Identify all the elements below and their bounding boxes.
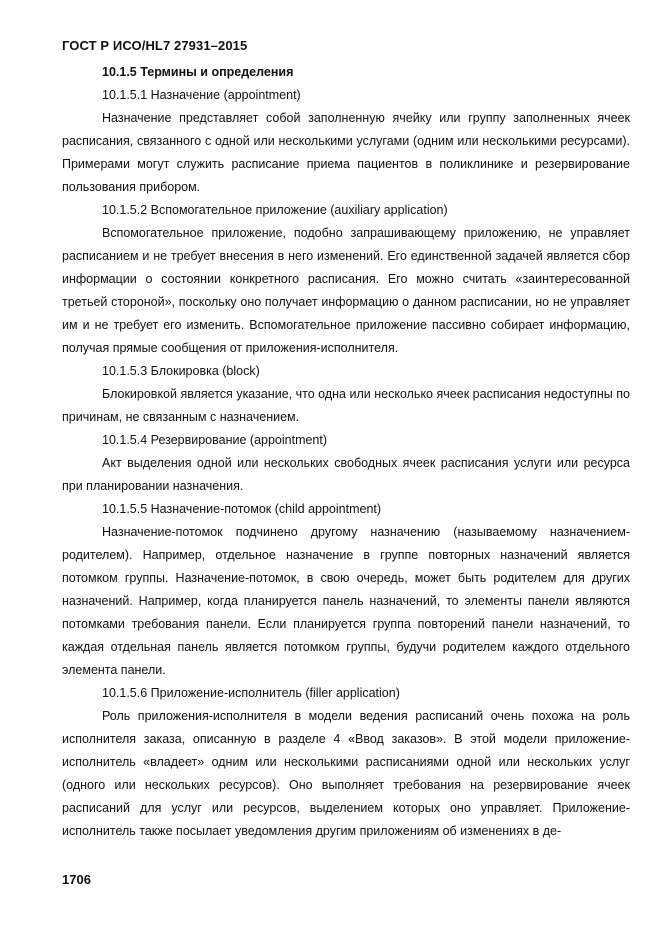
term-definition-auxiliary-application: Вспомогательное приложение, подобно запрашивающему приложению, не управляет расписанием и не требует внесения в него изменений. Его единственной задачей является сбор информации о состоянии конкретного расписания. Его можно считать «заинтересованной третьей стороной», поскольку оно получает информацию о данном расписании, но не управляет им и не требует его изменить. Вспомогательное приложение пассивно собирает информацию, получая прямые сообщения от приложения-исполнителя. [62,226,630,355]
section-heading: 10.1.5 Термины и определения [102,65,294,79]
document-body [62,61,630,843]
term-title-reservation: 10.1.5.4 Резервирование (appointment) [102,433,328,447]
term-definition-appointment: Назначение представляет собой заполненную ячейку или группу заполненных ячеек расписания, связанного с одной или несколькими услугами (одним или несколькими ресурсами). Примерами могут служить расписание приема пациентов в поликлинике и резервирование пользования прибором. [62,111,630,194]
term-title-auxiliary-application: 10.1.5.2 Вспомогательное приложение (auxiliary application) [102,203,448,217]
term-title-filler-application: 10.1.5.6 Приложение-исполнитель (filler application) [102,686,400,700]
term-title-child-appointment: 10.1.5.5 Назначение-потомок (child appointment) [102,502,382,516]
standard-header: ГОСТ Р ИСО/HL7 27931–2015 [62,38,248,53]
term-definition-block: Блокировкой является указание, что одна или несколько ячеек расписания недоступны по причинам, не связанным с назначением. [62,387,630,424]
term-title-block: 10.1.5.3 Блокировка (block) [102,364,260,378]
term-definition-filler-application: Роль приложения-исполнителя в модели ведения расписаний очень похожа на роль исполнителя заказа, описанную в разделе 4 «Ввод заказов». В этой модели приложение-исполнитель «владеет» одним или несколькими расписаниями одной или нескольких услуг (одного или нескольких ресурсов). Оно выполняет требования на резервирование ячеек расписаний для услуг или ресурсов, выделением которых оно управляет. Приложение-исполнитель также посылает уведомления другим приложениям об изменениях в де- [62,709,630,838]
term-definition-child-appointment: Назначение-потомок подчинено другому назначению (называемому назначением-родителем). Например, отдельное назначение в группе повторных назначений является потомком группы. Назначение-потомок, в свою очередь, может быть родителем для других назначений. Например, когда планируется панель назначений, то элементы панели являются потомками требования панели. Если планируется группа повторений панели назначений, то каждая отдельная панель является потомком группы, будучи родителем каждого отдельного элемента панели. [62,525,630,677]
term-title-appointment: 10.1.5.1 Назначение (appointment) [102,88,301,102]
page-number: 1706 [62,872,91,887]
term-definition-reservation: Акт выделения одной или нескольких свободных ячеек расписания услуги или ресурса при планировании назначения. [62,456,630,493]
